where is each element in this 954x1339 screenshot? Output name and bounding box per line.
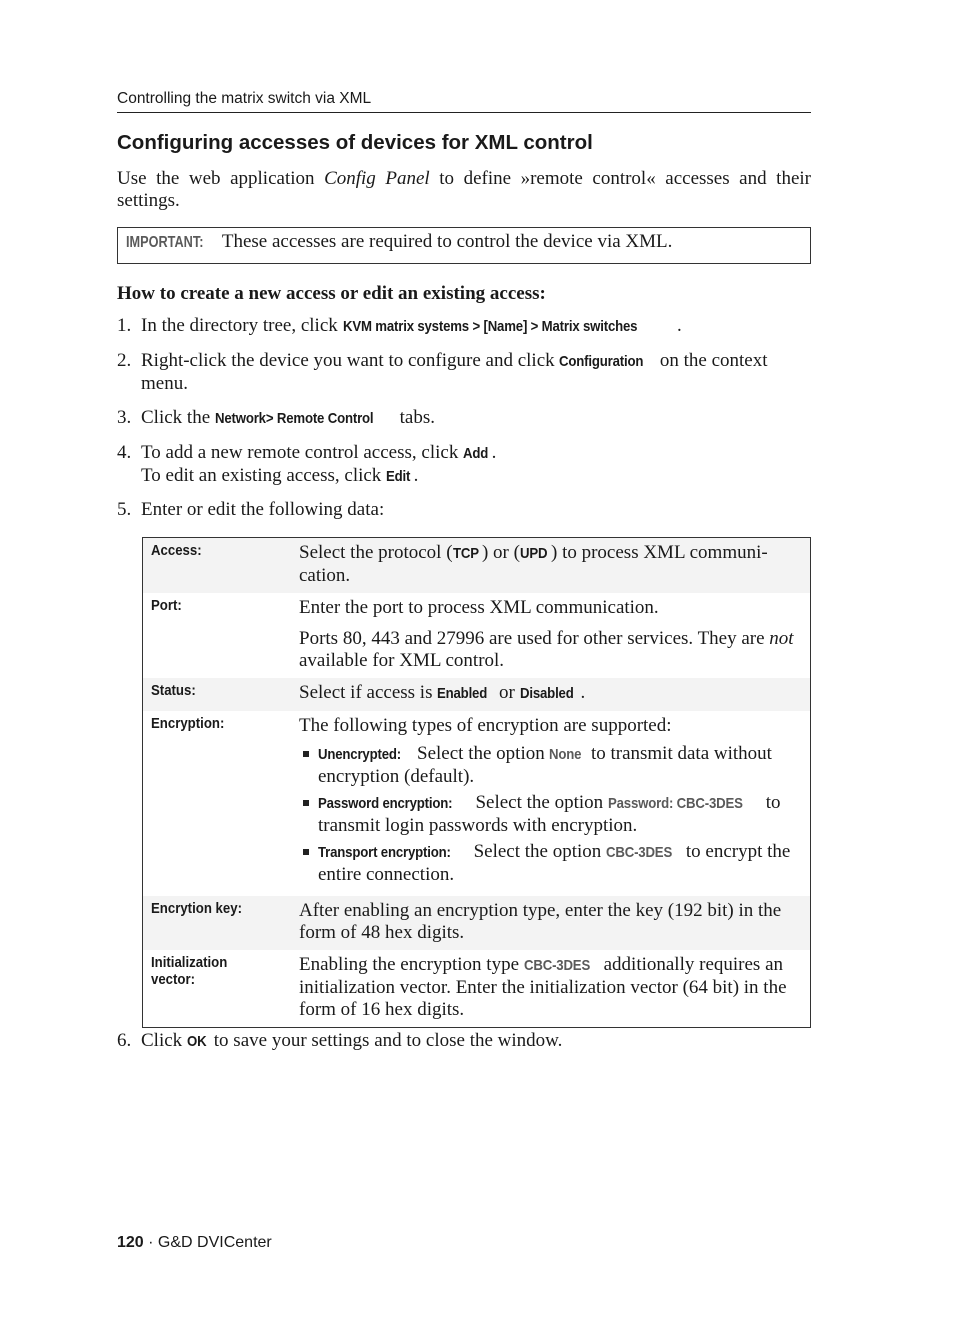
step-text: To edit an existing access, click bbox=[141, 465, 387, 486]
bullet-icon bbox=[303, 849, 309, 855]
step-number: 2. bbox=[117, 350, 132, 371]
row-value: Select if access is Enabled or Disabled . bbox=[291, 678, 811, 711]
row-value bbox=[291, 593, 811, 678]
step-1 bbox=[117, 315, 811, 338]
intro-text: Use the web application bbox=[117, 168, 325, 189]
row-label: Initialization vector: bbox=[151, 954, 228, 988]
ui-path: KVM matrix systems > [Name] > Matrix switches bbox=[342, 318, 637, 335]
row-label: Port: bbox=[151, 597, 182, 614]
bullet-icon bbox=[303, 800, 309, 806]
list-item: Unencrypted: Select the option None to transmit data without encryption (default). bbox=[299, 743, 802, 788]
step-text: Click the bbox=[141, 407, 215, 428]
step-2 bbox=[117, 350, 811, 395]
howto-title: How to create a new access or edit an existing access: bbox=[117, 283, 546, 304]
ui-ok-button: OK bbox=[186, 1033, 207, 1050]
list-item: Password encryption: Select the option Password: CBC-3DES to transmit login passwords with encryption. bbox=[299, 792, 802, 837]
running-header: Controlling the matrix switch via XML bbox=[117, 90, 811, 113]
table-row bbox=[143, 538, 811, 594]
ui-add-button: Add bbox=[463, 445, 489, 462]
option-tcp: TCP bbox=[452, 545, 479, 562]
footer-title: G&D DVICenter bbox=[157, 1234, 272, 1251]
step-3 bbox=[117, 407, 811, 430]
step-number: 3. bbox=[117, 407, 132, 428]
step-4 bbox=[117, 442, 811, 488]
port-note: Ports 80, 443 and 27996 are used for other services. They are not available for XML control. bbox=[299, 628, 794, 671]
page-footer bbox=[117, 1234, 272, 1252]
settings-table bbox=[142, 537, 811, 1028]
intro-text-end: to define »remote control« accesses and their settings. bbox=[117, 168, 811, 211]
row-label: Status: bbox=[143, 678, 292, 711]
important-label: IMPORTANT: bbox=[126, 234, 204, 251]
ui-tabs: Network> Remote Control bbox=[214, 410, 374, 427]
step-5 bbox=[117, 499, 811, 521]
option-enabled: Enabled bbox=[437, 685, 488, 702]
table-row bbox=[143, 711, 811, 896]
important-text: These accesses are required to control the device via XML. bbox=[217, 231, 673, 252]
table-row bbox=[143, 950, 811, 1028]
footer-separator: · bbox=[143, 1234, 158, 1251]
app-name: Config Panel bbox=[324, 168, 430, 189]
table-row bbox=[143, 593, 811, 678]
row-value: Enabling the encryption type CBC-3DES additionally requires an initialization vector. Enter the initialization vector (64 bit) in the form of 16 hex digits. bbox=[299, 954, 787, 1020]
step-number: 5. bbox=[117, 499, 132, 520]
row-value: Select the protocol (TCP ) or (UPD ) to process XML communi-cation. bbox=[291, 538, 811, 594]
step-text-end: . bbox=[677, 315, 682, 336]
step-text-end: tabs. bbox=[394, 407, 436, 428]
page-number: 120 bbox=[117, 1234, 144, 1251]
step-text-end: to save your settings and to close the window. bbox=[209, 1030, 563, 1051]
row-label: Access: bbox=[143, 538, 292, 594]
encryption-intro: The following types of encryption are supported: bbox=[299, 715, 672, 736]
ui-menu-item: Configuration bbox=[559, 353, 644, 370]
step-number: 1. bbox=[117, 315, 132, 336]
ui-edit-button: Edit bbox=[386, 468, 411, 485]
row-label: Encryption: bbox=[151, 715, 225, 732]
section-heading: Configuring accesses of devices for XML control bbox=[117, 131, 593, 154]
step-text: Click bbox=[141, 1030, 187, 1051]
row-label: Encrytion key: bbox=[143, 896, 292, 950]
bullet-icon bbox=[303, 751, 309, 757]
step-text-end: . bbox=[491, 442, 497, 463]
table-row bbox=[143, 896, 811, 950]
intro-paragraph bbox=[117, 168, 811, 212]
step-number: 4. bbox=[117, 442, 132, 463]
step-6 bbox=[117, 1030, 811, 1053]
list-item: Transport encryption: Select the option CBC-3DES to encrypt the entire connection. bbox=[299, 841, 802, 886]
step-text: Enter or edit the following data: bbox=[141, 499, 385, 520]
port-text: Enter the port to process XML communication. bbox=[299, 597, 659, 618]
table-row bbox=[143, 678, 811, 711]
step-text-end: on the context menu. bbox=[141, 350, 768, 394]
step-text-end: . bbox=[413, 465, 419, 486]
step-text: Right-click the device you want to configure and click bbox=[141, 350, 560, 371]
option-upd: UPD bbox=[519, 545, 548, 562]
row-value: After enabling an encryption type, enter the key (192 bit) in the form of 48 hex digits. bbox=[291, 896, 811, 950]
step-text: In the directory tree, click bbox=[141, 315, 343, 336]
step-text: To add a new remote control access, click bbox=[141, 442, 464, 463]
step-number: 6. bbox=[117, 1030, 132, 1051]
important-note bbox=[117, 227, 811, 264]
encryption-list bbox=[299, 743, 802, 886]
row-value bbox=[291, 711, 811, 896]
option-disabled: Disabled bbox=[519, 685, 574, 702]
